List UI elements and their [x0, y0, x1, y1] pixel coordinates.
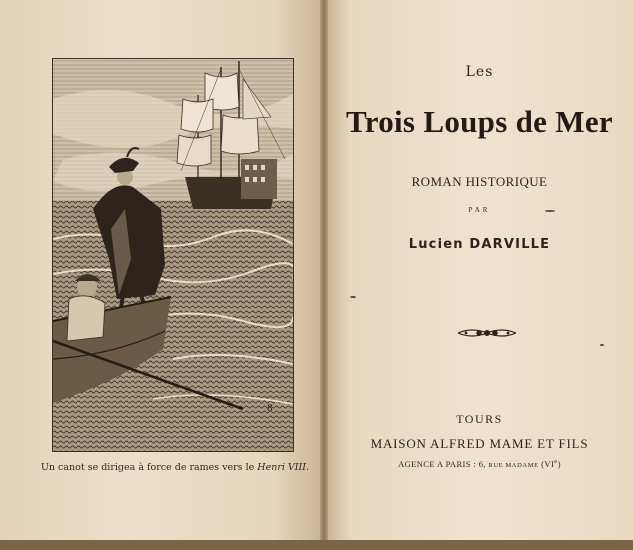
engraving-scene: [53, 59, 293, 451]
agency-close: ): [557, 458, 561, 469]
publisher-name: MAISON ALFRED MAME ET FILS: [370, 436, 589, 451]
agency-street: RUE MADAME: [488, 461, 539, 469]
caption-text: Un canot se dirigea à force de rames vers le: [40, 462, 258, 473]
paper-speck: [350, 296, 356, 298]
floral-vignette-icon: [456, 325, 518, 341]
agency-district: (VI: [538, 458, 555, 469]
title-prefix: Les: [465, 64, 494, 80]
illustration-caption: [40, 462, 310, 473]
book-title: Trois Loups de Mer: [346, 104, 613, 139]
publisher-agency: [326, 458, 633, 469]
engraver-mark: 8: [267, 404, 273, 414]
by-label: PAR: [468, 206, 491, 214]
agency-district-sup: e: [554, 458, 558, 465]
caption-end: .: [306, 462, 310, 473]
genre-label: ROMAN HISTORIQUE: [411, 174, 548, 189]
book-bottom-edge: [0, 540, 633, 550]
caption-ship-name: Henri VIII: [257, 462, 307, 473]
agency-main: AGENCE A PARIS : 6,: [398, 458, 489, 469]
frontispiece-illustration: [52, 58, 294, 452]
publisher-city: TOURS: [456, 412, 503, 426]
paper-speck: [545, 210, 555, 212]
paper-speck: [600, 344, 604, 346]
author-name: Lucien DARVILLE: [408, 237, 551, 252]
